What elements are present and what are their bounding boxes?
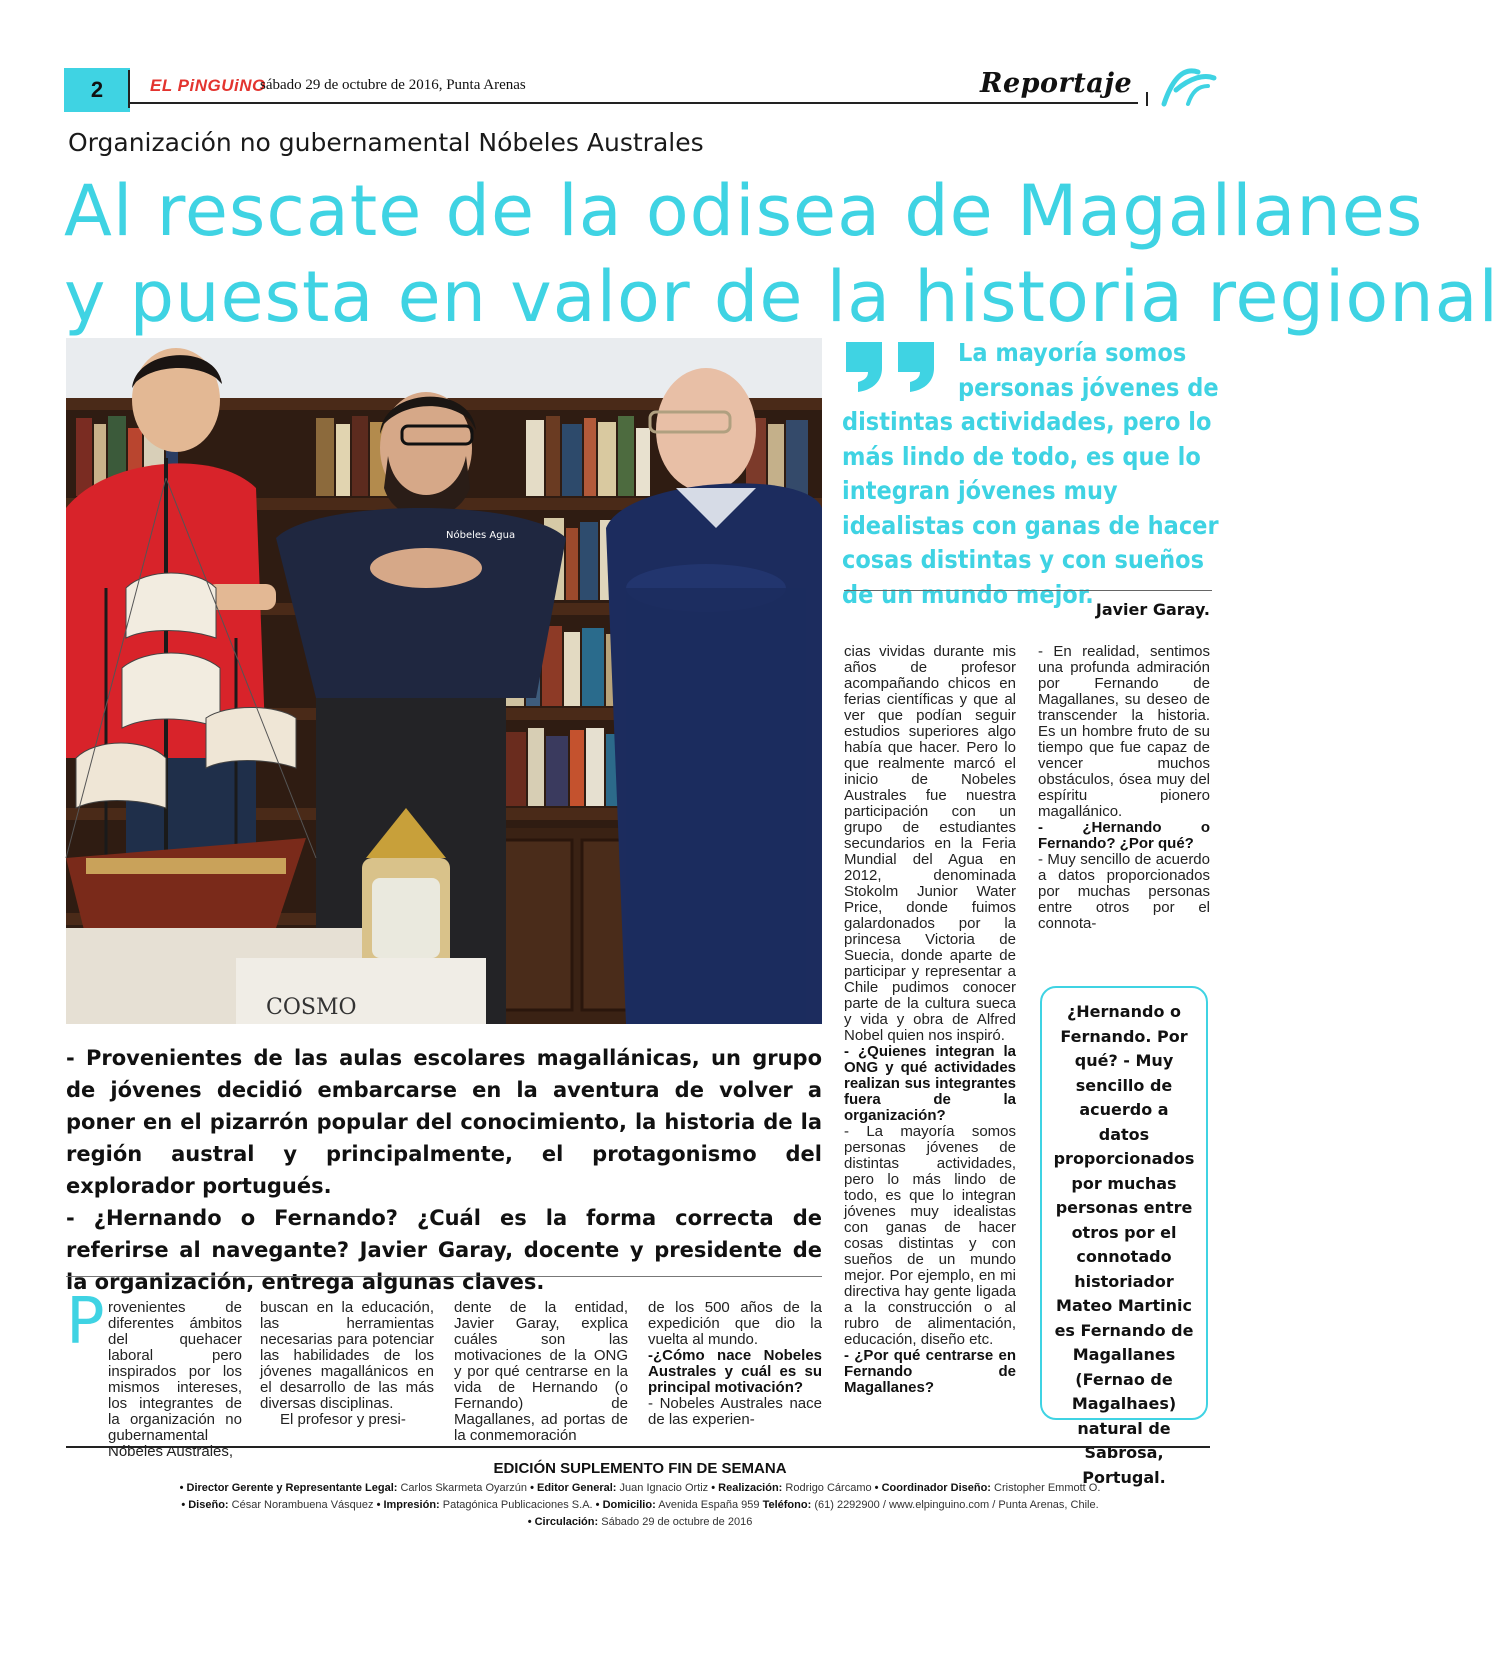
body-col6-text-b: - Muy sencillo de acuerdo a datos proporcionados por muchas personas entre otros por el connota- [1038,851,1210,932]
body-column-1 [66,1299,242,1460]
book-title-text: COSMO [266,995,357,1020]
pull-quote-line-2: personas jóvenes de [958,372,1219,402]
footer-credits-line-1: • Director Gerente y Representante Legal: Carlos Skarmeta Oyarzún • Editor General: Juan Ignacio Ortiz • Realización: Rodrigo Cárcamo • Coordinador Diseño: Cristopher Emmott O. [179,1482,1101,1494]
body-col1-text: rovenientes de diferentes ámbitos del quehacer laboral pero inspirados por los mismos intereses, los integrantes de la organización no gubernamental Nóbeles Australes, [108,1299,242,1460]
shirt-logo-text: Nóbeles Agua [446,530,516,541]
footer-credits-line-3: • Circulación: Sábado 29 de octubre de 2016 [527,1516,753,1528]
section-title: Reportaje [980,68,1133,99]
headline-line-2: y puesta en valor de la historia regional [64,256,1499,338]
footer-rule [66,1446,1210,1448]
body-column-4 [648,1300,822,1428]
pull-quote-author: Javier Garay. [1095,600,1210,619]
headline-line-1: Al rescate de la odisea de Magallanes [64,170,1424,252]
sidebar-box [1040,986,1208,1487]
article-photo [66,338,822,1024]
article-lead [66,1042,822,1298]
body-col4-text-b: - Nobeles Australes nace de las experien- [648,1395,822,1428]
lead-paragraph-1: - Provenientes de las aulas escolares magallánicas, un grupo de jóvenes decidió embarcarse en la aventura de volver a poner en el pizarrón popular del conocimiento, la historia de la región austral y principalmente, el protagonismo del explorador portugués. [66,1046,822,1198]
sidebar-text: ¿Hernando o Fernando. Por qué? - Muy sencillo de acuerdo a datos proporcionados por muchas personas entre otros por el connotado historiador Mateo Martinic es Fernando de Magallanes (Fernao de Magalhaes) natural de Sabrosa, Portugal. [1053,1002,1195,1487]
dateline: sábado 29 de octubre de 2016, Punta Arenas [260,77,526,93]
body-col2-text-b: El profesor y presi- [280,1411,406,1428]
drop-cap: P [66,1285,105,1359]
section-divider [1146,92,1148,106]
pull-quote-rule [844,590,1212,591]
question-1: -¿Cómo nace Nobeles Australes y cuál es su principal motivación? [648,1347,822,1396]
body-column-6 [1038,644,1210,932]
newspaper-logo: EL PiNGUiNO [150,76,266,95]
lead-rule [66,1276,822,1277]
pull-quote-body: distintas actividades, pero lo más lindo de todo, es que lo integran jóvenes muy idealistas con ganas de hacer cosas distintas y con sueños de un mundo mejor. [842,407,1219,609]
question-3: - ¿Por qué centrarse en Fernando de Magallanes? [844,1347,1016,1396]
footer-title: EDICIÓN SUPLEMENTO FIN DE SEMANA [493,1460,787,1477]
book-stack [236,958,486,1024]
photo-illustration [66,338,822,1024]
body-col5-text: cias vividas durante mis años de profesor acompañando chicos en ferias científicas y que al ver que podían seguir estudios superiores algo había que hacer. Pero lo que realmente marcó el inicio de Nobeles Australes fue nuestra participación con un grupo de estudiantes secundarios en la Feria Mundial del Agua en 2012, denominada Stokolm Junior Water Price, donde fuimos galardonados por la princesa Victoria de Suecia, donde aparte de participar y representar a Chile pudimos conocer parte de la cultura sueca y vida y obra de Alfred Nobel quien nos inspiró. [844,643,1016,1044]
body-column-5 [844,644,1016,1396]
pull-quote-line-1: La mayoría somos [958,338,1187,367]
header-rule [128,102,1138,104]
body-column-2 [260,1300,434,1428]
section-brand-mark-icon [1160,64,1216,108]
lead-paragraph-2: - ¿Hernando o Fernando? ¿Cuál es la forma correcta de referirse al navegante? Javier Garay, docente y presidente de la organización, entrega algunas claves. [66,1206,822,1294]
question-4: - ¿Hernando o Fernando? ¿Por qué? [1038,819,1210,852]
page-number: 2 [64,68,130,112]
body-col3-text: dente de la entidad, Javier Garay, explica cuáles son las motivaciones de la ONG y por qué centrarse en la vida de Hernando (o Fernando) de Magallanes, ad portas de la conmemoración [454,1299,628,1444]
footer-credits-line-2: • Diseño: César Norambuena Vásquez • Impresión: Patagónica Publicaciones S.A. • Domicilio: Avenida España 959 Teléfono: (61) 2292900 / www.elpinguino.com / Punta Arenas, Chile. [181,1499,1099,1511]
pull-quote [842,336,1222,612]
body-col6-text: - En realidad, sentimos una profunda admiración por Fernando de Magallanes, su deseo de transcender la historia. Es un hombre fruto de su tiempo que fue capaz de vencer muchos obstáculos, ósea muy del espíritu pionero magallánico. [1038,643,1210,820]
question-2: - ¿Quienes integran la ONG y qué actividades realizan sus integrantes fuera de la organización? [844,1043,1016,1124]
body-col5-text-b: - La mayoría somos personas jóvenes de distintas actividades, pero lo más lindo de todo, es que lo integran jóvenes muy idealistas con ganas de hacer cosas distintas y con sueños de un mundo mejor. Por ejemplo, en mi directiva hay gente ligada a la construcción o al rubro de alimentación, educación, diseño etc. [844,1123,1016,1348]
body-col2-text: buscan en la educación, las herramientas necesarias para potenciar las habilidades de los jóvenes magallánicos en el desarrollo de las más diversas disciplinas. [260,1299,434,1412]
body-column-3 [454,1300,628,1444]
article-headline [64,168,1499,340]
article-kicker: Organización no gubernamental Nóbeles Australes [68,128,704,157]
body-col4-text: de los 500 años de la expedición que dio la vuelta al mundo. [648,1299,822,1348]
